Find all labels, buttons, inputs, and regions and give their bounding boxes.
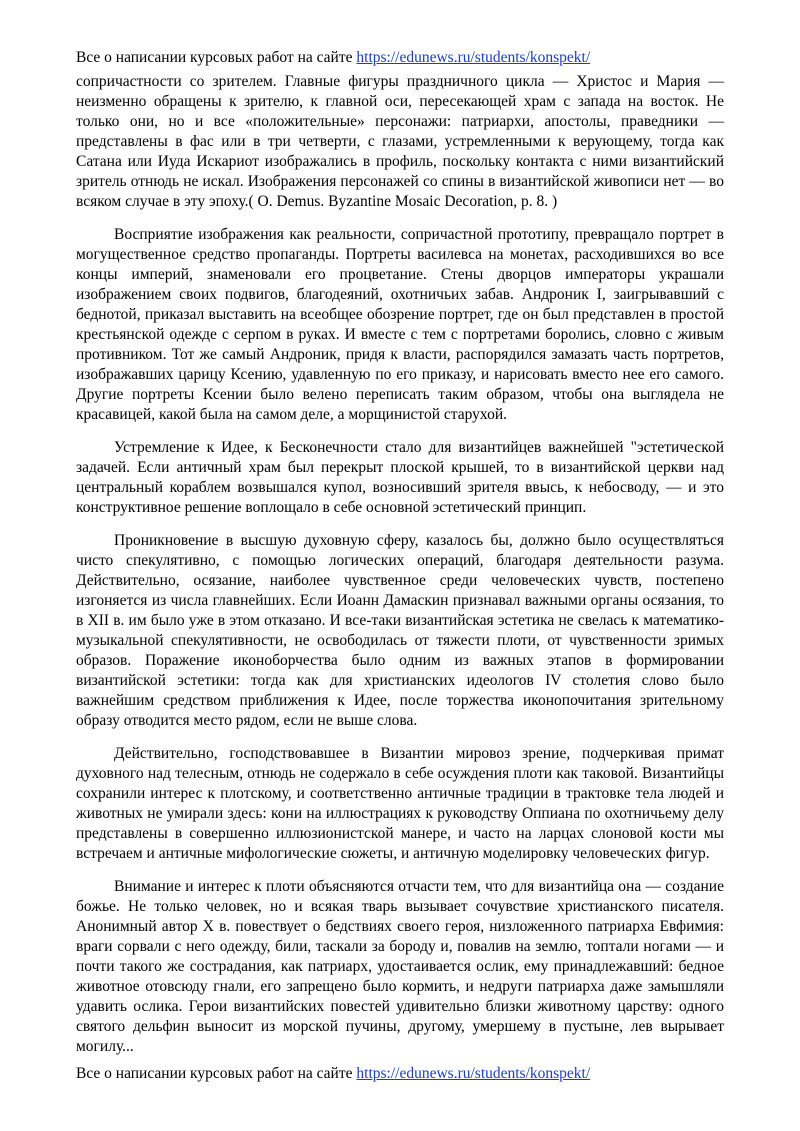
document-body (76, 72, 724, 1070)
footer-link[interactable]: https://edunews.ru/students/konspekt/ (356, 1065, 591, 1082)
page-header (76, 48, 726, 68)
paragraph: Проникновение в высшую духовную сферу, казалось бы, должно было осуществляться чисто спекулятивно, с помощью логических операций, благодаря деятельности разума. Действительно, осязание, наиболее чувственное среди человеческих чувств, постепено изгоняется из числа главнейших. Если Иоанн Дамаскин признавал важными органы осязания, то в XII в. им было уже в этом отказано. И все-таки византийская эстетика не свелась к математико-музыкальной спекулятивности, не освободилась от тяжести плоти, от чувственности зримых образов. Поражение иконоборчества было одним из важных этапов в формировании византийской эстетики: тогда как для христианских идеологов IV столетия слово было важнейшим средством приближения к Идее, после торжества иконопочитания зрительному образу отводится место рядом, если не выше слова. (76, 532, 724, 729)
header-link[interactable]: https://edunews.ru/students/konspekt/ (356, 49, 591, 66)
paragraph: Восприятие изображения как реальности, сопричастной прототипу, превращало портрет в могущественное средство пропаганды. Портреты василевса на монетах, расходившихся во все концы империй, знаменовали его процветание. Стены дворцов императоры украшали изображением своих подвигов, благодеяний, охотничьих забав. Андроник I, заигрывавший с беднотой, приказал выставить на всеобщее обозрение портрет, где он был представлен в простой крестьянской одежде с серпом в руках. И вместе с тем с портретами боролись, словно с живым противником. Тот же самый Андроник, придя к власти, распорядился замазать часть портретов, изображавших царицу Ксению, удавленную по его приказу, и нарисовать вместо нее его самого. Другие портреты Ксении было велено переписать таким образом, чтобы она выглядела не красавицей, какой была на самом деле, а морщинистой старухой. (76, 226, 724, 423)
paragraph: Действительно, господствовавшее в Византии мировоз зрение, подчеркивая примат духовного над телесным, отнюдь не содержало в себе осуждения плоти как таковой. Византийцы сохранили интерес к плотскому, и соответственно античные традиции в трактовке тела людей и животных не умирали здесь: кони на иллюстрациях к руководству Оппиана по охотничьему делу представлены в совершенно иллюзионистской манере, и часто на ларцах слоновой кости мы встречаем и античные мифологические сюжеты, и античную моделировку человеческих фигур. (76, 745, 724, 862)
page-footer (76, 1064, 726, 1084)
paragraph: Внимание и интерес к плоти объясняются отчасти тем, что для византийца она — создание божье. Не только человек, но и всякая тварь вызывает сочувствие христианского писателя. Анонимный автор X в. повествует о бедствиях своего героя, низложенного патриарха Евфимия: враги сорвали с него одежду, били, таскали за бороду и, повалив на землю, топтали ногами — и почти такого же сострадания, как патриарх, удостаивается ослик, ему принадлежавший: бедное животное отовсюду гнали, его запрещено было кормить, и недруги патриарха даже замышляли удавить ослика. Герои византийских повестей удивительно близки животному царству: одного святого дельфин выносит из морской пучины, другому, умершему в пустыне, лев вырывает могилу... (76, 878, 724, 1055)
header-text: Все о написании курсовых работ на сайте (76, 49, 357, 66)
paragraph-continued: сопричастности со зрителем. Главные фигуры праздничного цикла — Христос и Мария — неизменно обращены к зрителю, к главной оси, пересекающей храм с запада на восток. Не только они, но и все «положительные» персонажи: патриархи, апостолы, праведники — представлены в фас или в три четверти, с глазами, устремленными к верующему, тогда как Сатана или Иуда Искариот изображались в профиль, поскольку контакта с ними византийский зритель отнюдь не искал. Изображения персонажей со спины в византийской живописи нет — во всяком случае в эту эпоху.( O. Demus. Byzantine Mosaic Decoration, p. 8. ) (76, 73, 724, 210)
footer-text: Все о написании курсовых работ на сайте (76, 1065, 357, 1082)
paragraph: Устремление к Идее, к Бесконечности стало для византийцев важнейшей "эстетической задачей. Если античный храм был перекрыт плоской крышей, то в византийской церкви над центральный кораблем возвышался купол, возносивший зрителя ввысь, к небосводу, — и это конструктивное решение воплощало в себе основной эстетический принцип. (76, 439, 724, 516)
